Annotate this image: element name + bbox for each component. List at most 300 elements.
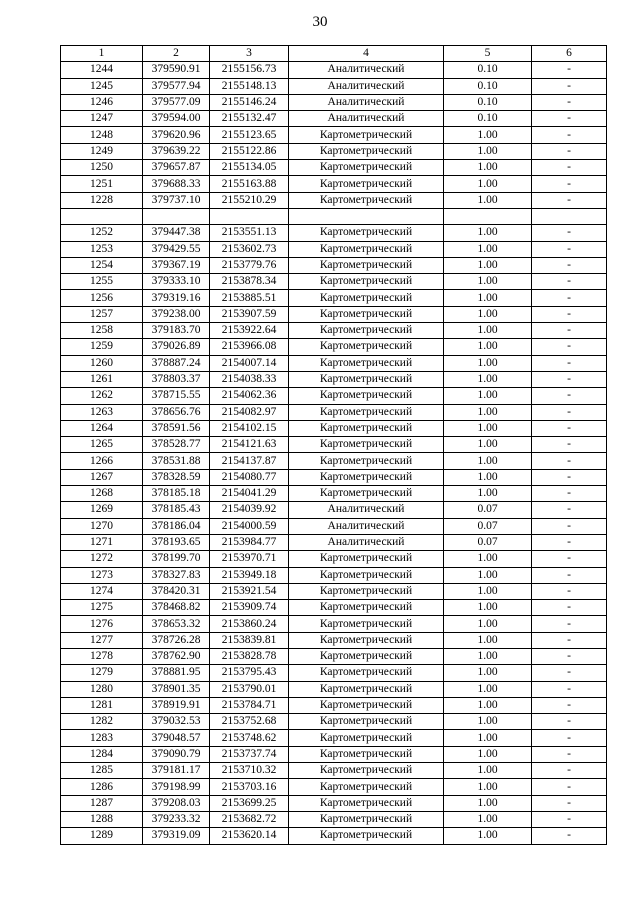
table-cell: 1.00 xyxy=(444,616,532,632)
table-row xyxy=(61,143,607,159)
table-row xyxy=(61,355,607,371)
table-cell: 2153970.71 xyxy=(210,551,289,567)
table-header-row xyxy=(61,46,607,62)
table-cell: - xyxy=(532,437,607,453)
table-cell: Картометрический xyxy=(289,420,444,436)
table-cell: Картометрический xyxy=(289,257,444,273)
table-cell: Картометрический xyxy=(289,616,444,632)
table-cell: 2155122.86 xyxy=(210,143,289,159)
table-cell: 1269 xyxy=(61,502,143,518)
table-cell: Картометрический xyxy=(289,730,444,746)
table-cell: Картометрический xyxy=(289,388,444,404)
table-cell: 1257 xyxy=(61,306,143,322)
table-cell: 378193.65 xyxy=(143,534,210,550)
table-cell: 1.00 xyxy=(444,160,532,176)
table-cell: Аналитический xyxy=(289,111,444,127)
table-cell: - xyxy=(532,371,607,387)
table-cell: - xyxy=(532,192,607,208)
table-cell: 1270 xyxy=(61,518,143,534)
table-cell: Картометрический xyxy=(289,290,444,306)
table-cell: Аналитический xyxy=(289,94,444,110)
table-cell: 1276 xyxy=(61,616,143,632)
table-cell: Картометрический xyxy=(289,355,444,371)
table-cell: 1.00 xyxy=(444,437,532,453)
table-cell: - xyxy=(532,567,607,583)
table-cell: - xyxy=(532,290,607,306)
table-cell: 379183.70 xyxy=(143,323,210,339)
table-cell: 1.00 xyxy=(444,323,532,339)
table-cell: - xyxy=(532,176,607,192)
table-cell: - xyxy=(532,502,607,518)
table-cell: 2153784.71 xyxy=(210,697,289,713)
table-row xyxy=(61,111,607,127)
table-row xyxy=(61,274,607,290)
table-cell: 378199.70 xyxy=(143,551,210,567)
table-row xyxy=(61,534,607,550)
table-row xyxy=(61,241,607,257)
table-cell: Картометрический xyxy=(289,453,444,469)
table-row xyxy=(61,632,607,648)
table-row xyxy=(61,388,607,404)
table-cell xyxy=(143,208,210,224)
table-cell: 1277 xyxy=(61,632,143,648)
table-cell: 1.00 xyxy=(444,811,532,827)
table-cell: 1.00 xyxy=(444,567,532,583)
table-cell: 1287 xyxy=(61,795,143,811)
table-cell: 1245 xyxy=(61,78,143,94)
table-cell: 1.00 xyxy=(444,600,532,616)
table-row xyxy=(61,453,607,469)
table-cell: - xyxy=(532,323,607,339)
table-cell: 379233.32 xyxy=(143,811,210,827)
table-cell: 379238.00 xyxy=(143,306,210,322)
table-cell: 378185.43 xyxy=(143,502,210,518)
table-cell: 2155163.88 xyxy=(210,176,289,192)
table-cell: 1280 xyxy=(61,681,143,697)
table-cell: - xyxy=(532,616,607,632)
table-cell: 1.00 xyxy=(444,257,532,273)
table-cell: 2154137.87 xyxy=(210,453,289,469)
table-row xyxy=(61,730,607,746)
table-cell: - xyxy=(532,811,607,827)
table-row xyxy=(61,583,607,599)
table-row xyxy=(61,208,607,224)
table-cell: 2153620.14 xyxy=(210,828,289,844)
table-cell: 2153860.24 xyxy=(210,616,289,632)
table-cell: Картометрический xyxy=(289,306,444,322)
table-cell: 378762.90 xyxy=(143,648,210,664)
table-cell: 1259 xyxy=(61,339,143,355)
table-cell: 378901.35 xyxy=(143,681,210,697)
table-cell: 378881.95 xyxy=(143,665,210,681)
table-row xyxy=(61,94,607,110)
table-cell: 2155146.24 xyxy=(210,94,289,110)
table-cell: 1.00 xyxy=(444,551,532,567)
table-cell: - xyxy=(532,486,607,502)
table-cell: - xyxy=(532,111,607,127)
table-cell: 379429.55 xyxy=(143,241,210,257)
table-cell: 378653.32 xyxy=(143,616,210,632)
table-cell: 379639.22 xyxy=(143,143,210,159)
table-cell: - xyxy=(532,681,607,697)
table-cell: 1.00 xyxy=(444,779,532,795)
table-cell: 1.00 xyxy=(444,404,532,420)
table-cell: 2153878.34 xyxy=(210,274,289,290)
table-cell: 1264 xyxy=(61,420,143,436)
table-cell: 1279 xyxy=(61,665,143,681)
table-cell: Картометрический xyxy=(289,763,444,779)
table-row xyxy=(61,648,607,664)
table-cell: 2154121.63 xyxy=(210,437,289,453)
table-cell: 2155134.05 xyxy=(210,160,289,176)
table-cell: - xyxy=(532,160,607,176)
table-cell: 1271 xyxy=(61,534,143,550)
table-cell: 378186.04 xyxy=(143,518,210,534)
table-cell xyxy=(61,208,143,224)
table-row xyxy=(61,290,607,306)
table-cell: 1282 xyxy=(61,714,143,730)
table-cell: 2154062.36 xyxy=(210,388,289,404)
table-cell: 1283 xyxy=(61,730,143,746)
table-cell: 2153748.62 xyxy=(210,730,289,746)
table-cell: Картометрический xyxy=(289,143,444,159)
table-cell: 0.10 xyxy=(444,111,532,127)
table-cell: Картометрический xyxy=(289,127,444,143)
column-header: 6 xyxy=(532,46,607,62)
table-row xyxy=(61,795,607,811)
table-cell: 2153839.81 xyxy=(210,632,289,648)
table-cell: 1.00 xyxy=(444,306,532,322)
table-cell: 1.00 xyxy=(444,648,532,664)
table-cell: 0.10 xyxy=(444,62,532,78)
table-cell: 379577.09 xyxy=(143,94,210,110)
table-cell: 1272 xyxy=(61,551,143,567)
table-cell: - xyxy=(532,697,607,713)
table-cell: 2155123.65 xyxy=(210,127,289,143)
table-cell: 1246 xyxy=(61,94,143,110)
table-cell: 378591.56 xyxy=(143,420,210,436)
table-cell: 2153699.25 xyxy=(210,795,289,811)
table-row xyxy=(61,681,607,697)
table-cell: 1.00 xyxy=(444,795,532,811)
table-cell: - xyxy=(532,763,607,779)
table-cell: 379657.87 xyxy=(143,160,210,176)
table-cell: 0.10 xyxy=(444,78,532,94)
table-cell: 1.00 xyxy=(444,681,532,697)
table-row xyxy=(61,257,607,273)
table-row xyxy=(61,518,607,534)
table-cell: 379026.89 xyxy=(143,339,210,355)
table-cell: Картометрический xyxy=(289,811,444,827)
table-cell: - xyxy=(532,779,607,795)
table-cell: 2154082.97 xyxy=(210,404,289,420)
page-number: 30 xyxy=(312,14,328,30)
table-cell: 1255 xyxy=(61,274,143,290)
table-cell: 2153703.16 xyxy=(210,779,289,795)
table-cell: 1258 xyxy=(61,323,143,339)
table-row xyxy=(61,371,607,387)
table-row xyxy=(61,323,607,339)
table-cell: 379577.94 xyxy=(143,78,210,94)
table-cell: 1.00 xyxy=(444,763,532,779)
table-cell: 1253 xyxy=(61,241,143,257)
table-cell: 1.00 xyxy=(444,274,532,290)
table-cell: - xyxy=(532,583,607,599)
table-row xyxy=(61,486,607,502)
table-cell: 378328.59 xyxy=(143,469,210,485)
table-cell: 1266 xyxy=(61,453,143,469)
table-cell: 2153828.78 xyxy=(210,648,289,664)
table-row xyxy=(61,502,607,518)
table-cell: 2153790.01 xyxy=(210,681,289,697)
table-cell: 379048.57 xyxy=(143,730,210,746)
table-cell: - xyxy=(532,600,607,616)
table-row xyxy=(61,779,607,795)
table-cell: 0.10 xyxy=(444,94,532,110)
table-cell: - xyxy=(532,534,607,550)
table-cell: - xyxy=(532,225,607,241)
table-cell: - xyxy=(532,420,607,436)
table-cell: - xyxy=(532,714,607,730)
table-cell: Картометрический xyxy=(289,404,444,420)
table-cell: Картометрический xyxy=(289,714,444,730)
table-cell: 1274 xyxy=(61,583,143,599)
table-cell: 379688.33 xyxy=(143,176,210,192)
table-cell: 2153909.74 xyxy=(210,600,289,616)
table-row xyxy=(61,404,607,420)
table-cell: 1244 xyxy=(61,62,143,78)
table-cell: 1252 xyxy=(61,225,143,241)
table-cell: 378468.82 xyxy=(143,600,210,616)
table-cell: 1262 xyxy=(61,388,143,404)
table-cell: Картометрический xyxy=(289,600,444,616)
table-cell: 1228 xyxy=(61,192,143,208)
table-cell: 1.00 xyxy=(444,225,532,241)
table-cell: 2154039.92 xyxy=(210,502,289,518)
table-cell: 379333.10 xyxy=(143,274,210,290)
table-cell: 1268 xyxy=(61,486,143,502)
table-cell: 378803.37 xyxy=(143,371,210,387)
table-row xyxy=(61,746,607,762)
table-cell: - xyxy=(532,795,607,811)
table-cell: - xyxy=(532,143,607,159)
table-cell: Картометрический xyxy=(289,469,444,485)
table-cell: Картометрический xyxy=(289,567,444,583)
table-cell: 2155156.73 xyxy=(210,62,289,78)
table-row xyxy=(61,176,607,192)
table-cell: 1284 xyxy=(61,746,143,762)
table-cell: 0.07 xyxy=(444,502,532,518)
table-row xyxy=(61,127,607,143)
table-cell: 1.00 xyxy=(444,241,532,257)
table-cell: 1.00 xyxy=(444,143,532,159)
column-header: 1 xyxy=(61,46,143,62)
table-cell: Аналитический xyxy=(289,62,444,78)
table-cell: 1250 xyxy=(61,160,143,176)
table-row xyxy=(61,763,607,779)
table-cell xyxy=(289,208,444,224)
table-cell: 379737.10 xyxy=(143,192,210,208)
table-cell: 1289 xyxy=(61,828,143,844)
table-cell: Картометрический xyxy=(289,632,444,648)
column-header: 4 xyxy=(289,46,444,62)
table-cell: 2153921.54 xyxy=(210,583,289,599)
table-cell: 379090.79 xyxy=(143,746,210,762)
table-cell: Картометрический xyxy=(289,551,444,567)
table-cell: - xyxy=(532,730,607,746)
table-cell: 379620.96 xyxy=(143,127,210,143)
table-cell: 1.00 xyxy=(444,420,532,436)
table-cell: 1285 xyxy=(61,763,143,779)
table-cell xyxy=(210,208,289,224)
table-cell: 1.00 xyxy=(444,697,532,713)
table-row xyxy=(61,306,607,322)
table-cell: 1278 xyxy=(61,648,143,664)
table-cell: 1260 xyxy=(61,355,143,371)
table-row xyxy=(61,828,607,844)
table-cell: - xyxy=(532,469,607,485)
table-cell: 379590.91 xyxy=(143,62,210,78)
table-cell: 2155132.47 xyxy=(210,111,289,127)
table-cell: - xyxy=(532,257,607,273)
table-cell: 1.00 xyxy=(444,632,532,648)
table-row xyxy=(61,567,607,583)
table-cell: 2153885.51 xyxy=(210,290,289,306)
table-cell: 1273 xyxy=(61,567,143,583)
table-cell: - xyxy=(532,632,607,648)
table-cell: Картометрический xyxy=(289,225,444,241)
table-cell: 378726.28 xyxy=(143,632,210,648)
table-cell: 1251 xyxy=(61,176,143,192)
table-cell: Картометрический xyxy=(289,681,444,697)
table-cell: 1.00 xyxy=(444,469,532,485)
table-cell: 379181.17 xyxy=(143,763,210,779)
table-cell: 2153922.64 xyxy=(210,323,289,339)
table-cell: Картометрический xyxy=(289,795,444,811)
table-cell: 378887.24 xyxy=(143,355,210,371)
table-cell: 2155148.13 xyxy=(210,78,289,94)
table-cell: 379208.03 xyxy=(143,795,210,811)
table-row xyxy=(61,665,607,681)
table-cell: Картометрический xyxy=(289,648,444,664)
table-body xyxy=(61,62,607,844)
table-cell: 378919.91 xyxy=(143,697,210,713)
table-cell: Картометрический xyxy=(289,746,444,762)
table-cell: - xyxy=(532,241,607,257)
table-cell: 1248 xyxy=(61,127,143,143)
table-cell: 2154080.77 xyxy=(210,469,289,485)
column-header: 5 xyxy=(444,46,532,62)
table-cell: Аналитический xyxy=(289,518,444,534)
table-cell: 2153737.74 xyxy=(210,746,289,762)
table-cell: 1.00 xyxy=(444,486,532,502)
table-cell: 378420.31 xyxy=(143,583,210,599)
table-cell: 1.00 xyxy=(444,388,532,404)
table-row xyxy=(61,551,607,567)
table-cell: 1267 xyxy=(61,469,143,485)
table-cell: 1288 xyxy=(61,811,143,827)
table-cell: - xyxy=(532,404,607,420)
table-cell: 379319.16 xyxy=(143,290,210,306)
table-cell: 1.00 xyxy=(444,730,532,746)
table-cell: 2153949.18 xyxy=(210,567,289,583)
table-cell: Картометрический xyxy=(289,323,444,339)
table-cell: Картометрический xyxy=(289,274,444,290)
table-cell: 2153752.68 xyxy=(210,714,289,730)
table-row xyxy=(61,469,607,485)
table-cell: - xyxy=(532,828,607,844)
table-row xyxy=(61,811,607,827)
table-cell: 2153682.72 xyxy=(210,811,289,827)
table-cell: Картометрический xyxy=(289,339,444,355)
table-cell: 378531.88 xyxy=(143,453,210,469)
table-cell: 2154041.29 xyxy=(210,486,289,502)
table-cell: 0.07 xyxy=(444,534,532,550)
table-cell: 2154102.15 xyxy=(210,420,289,436)
column-header: 3 xyxy=(210,46,289,62)
table-cell: Картометрический xyxy=(289,192,444,208)
table-cell: 1.00 xyxy=(444,355,532,371)
table-cell: Картометрический xyxy=(289,241,444,257)
table-cell: Картометрический xyxy=(289,371,444,387)
table-row xyxy=(61,62,607,78)
table-cell: 2154038.33 xyxy=(210,371,289,387)
table-cell: - xyxy=(532,518,607,534)
table-row xyxy=(61,225,607,241)
table-cell: 379367.19 xyxy=(143,257,210,273)
table-cell: Картометрический xyxy=(289,486,444,502)
table-cell: - xyxy=(532,453,607,469)
table-cell: Картометрический xyxy=(289,160,444,176)
table-cell: - xyxy=(532,339,607,355)
table-cell: 1.00 xyxy=(444,453,532,469)
table-cell: 2153779.76 xyxy=(210,257,289,273)
table-cell: Аналитический xyxy=(289,534,444,550)
table-cell: 379032.53 xyxy=(143,714,210,730)
table-cell: 1286 xyxy=(61,779,143,795)
table-cell: 379198.99 xyxy=(143,779,210,795)
table-cell: 1275 xyxy=(61,600,143,616)
table-row xyxy=(61,697,607,713)
table-cell: Аналитический xyxy=(289,78,444,94)
table-cell: - xyxy=(532,274,607,290)
table-cell: 1.00 xyxy=(444,290,532,306)
table-cell: 378528.77 xyxy=(143,437,210,453)
table-cell: 1.00 xyxy=(444,339,532,355)
table-cell: 378715.55 xyxy=(143,388,210,404)
table-cell: 1263 xyxy=(61,404,143,420)
table-cell xyxy=(444,208,532,224)
table-cell: - xyxy=(532,551,607,567)
table-cell xyxy=(532,208,607,224)
table-row xyxy=(61,616,607,632)
table-cell: 1281 xyxy=(61,697,143,713)
table-cell: 1.00 xyxy=(444,828,532,844)
table-cell: 1256 xyxy=(61,290,143,306)
coordinates-table xyxy=(60,45,607,845)
table-cell: 1265 xyxy=(61,437,143,453)
table-row xyxy=(61,339,607,355)
table-cell: 2153602.73 xyxy=(210,241,289,257)
table-cell: 2153907.59 xyxy=(210,306,289,322)
table-cell: - xyxy=(532,746,607,762)
table-row xyxy=(61,437,607,453)
table-cell: 1.00 xyxy=(444,371,532,387)
table-row xyxy=(61,600,607,616)
table-cell: 379447.38 xyxy=(143,225,210,241)
table-cell: Аналитический xyxy=(289,502,444,518)
table-cell: Картометрический xyxy=(289,176,444,192)
